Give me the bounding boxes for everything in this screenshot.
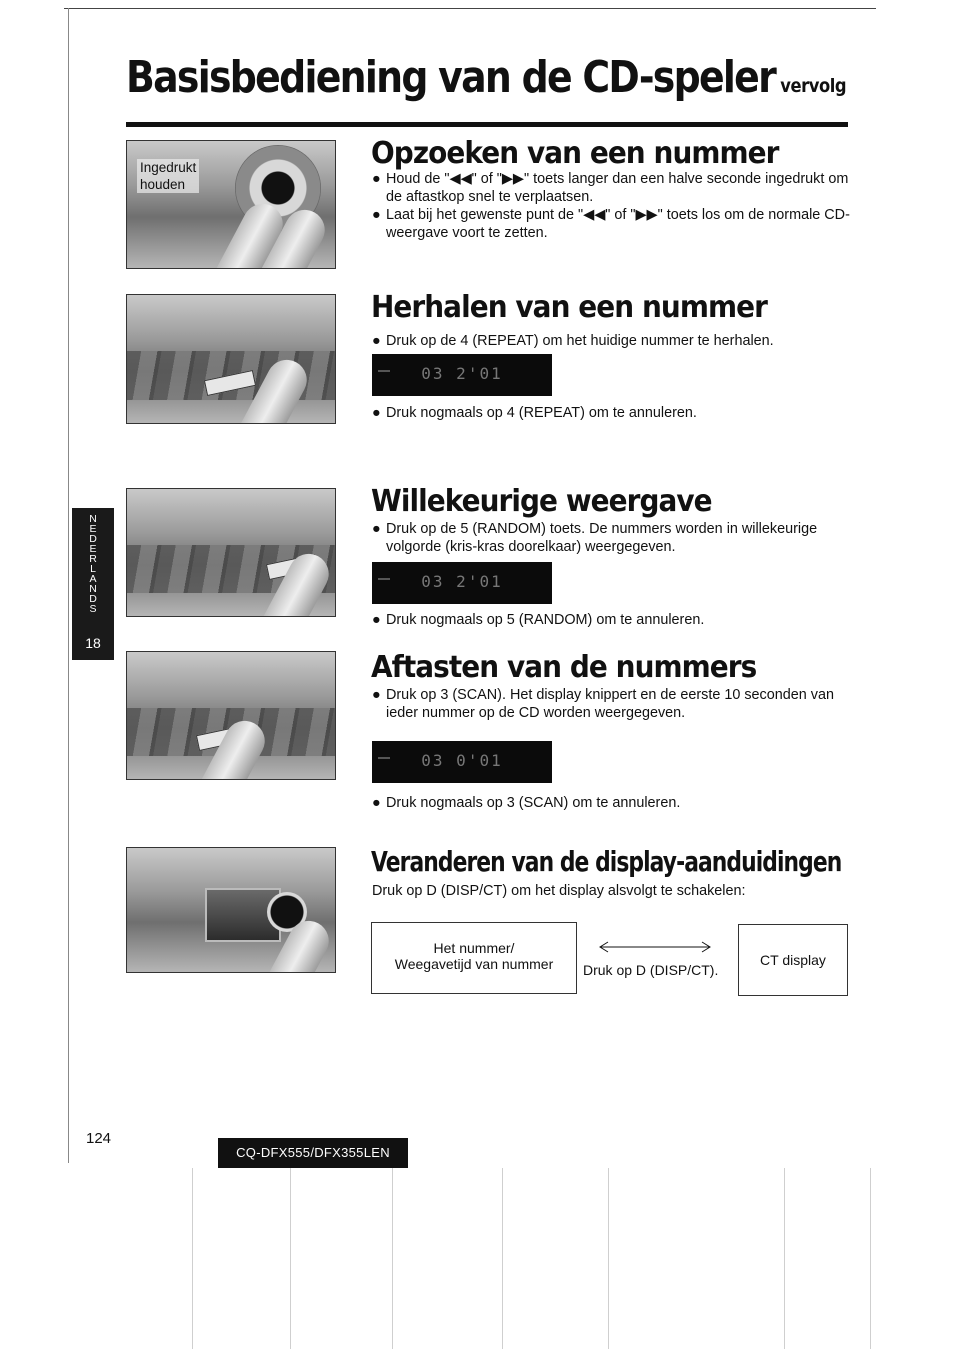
language-letter: N — [89, 513, 97, 525]
flow-box-ct — [738, 924, 848, 996]
scan-guide-line — [784, 1168, 785, 1349]
model-label: CQ-DFX555/DFX355LEN — [218, 1138, 408, 1168]
language-tab — [72, 508, 114, 660]
section-title-repeat: Herhalen van een nummer — [371, 290, 767, 325]
language-letter: R — [89, 553, 97, 565]
language-letter: N — [89, 583, 97, 595]
section-title-display: Veranderen van de display-aanduidingen — [371, 845, 842, 878]
bullet-text: Druk nogmaals op 4 (REPEAT) om te annuleren. — [386, 405, 697, 421]
lcd-readout: 03 2'01 — [421, 364, 503, 383]
scan-guide-line — [392, 1168, 393, 1349]
language-letter: S — [89, 603, 97, 615]
top-rule — [64, 8, 876, 9]
bullet-item: ● Druk op de 4 (REPEAT) om het huidige nummer te herhalen. — [372, 332, 850, 350]
scan-guide-line — [608, 1168, 609, 1349]
lcd-display — [372, 354, 552, 396]
random-photo — [126, 488, 336, 617]
intro-text: Druk op D (DISP/CT) om het display alsvolgt te schakelen: — [372, 883, 746, 899]
display-photo — [126, 847, 336, 973]
language-letter: E — [89, 523, 97, 535]
page-title — [126, 52, 846, 103]
bullet-item: ● Druk op de 5 (RANDOM) toets. De nummers worden in willekeurige volgorde (kris-kras doorelkaar) weergegeven. — [372, 520, 850, 556]
bullet-text: Laat bij het gewenste punt de "◀◀" of "▶▶" toets los om de normale CD-weergave voort te zetten. — [386, 207, 850, 241]
title-underline — [126, 122, 848, 127]
language-tab-number: 18 — [85, 635, 101, 651]
left-margin-rule — [68, 8, 69, 1163]
bullet-item: ● Druk nogmaals op 3 (SCAN) om te annuleren. — [372, 794, 850, 812]
bullet-text: Druk nogmaals op 5 (RANDOM) om te annuleren. — [386, 612, 705, 628]
scan-guide-line — [290, 1168, 291, 1349]
bullet-text: Druk nogmaals op 3 (SCAN) om te annuleren. — [386, 795, 681, 811]
bullet-item: ● Houd de "◀◀" of "▶▶" toets langer dan een halve seconde ingedrukt om de aftastkop snel te verplaatsen. — [372, 171, 849, 205]
bullet-text: Houd de "◀◀" of "▶▶" toets langer dan een halve seconde ingedrukt om de aftastkop snel te verplaatsen. — [386, 171, 849, 205]
flow-box-ct-label: CT display — [760, 952, 826, 968]
scan-guide-line — [502, 1168, 503, 1349]
language-letter: A — [89, 573, 97, 585]
flow-box-line1: Het nummer/ — [433, 940, 515, 956]
bullet-item: ● Druk nogmaals op 5 (RANDOM) om te annuleren. — [372, 611, 850, 629]
section-intro — [372, 882, 850, 900]
section-title-scan: Aftasten van de nummers — [371, 650, 757, 685]
bullet-item: ● Druk nogmaals op 4 (REPEAT) om te annuleren. — [372, 404, 850, 422]
bullet-item: ● Laat bij het gewenste punt de "◀◀" of "▶▶" toets los om de normale CD-weergave voort te zetten. — [372, 207, 850, 241]
double-arrow-icon — [598, 940, 712, 954]
bullet-text: Druk op de 5 (RANDOM) toets. De nummers worden in willekeurige volgorde (kris-kras doorelkaar) weergegeven. — [386, 521, 818, 555]
repeat-photo — [126, 294, 336, 424]
lcd-display — [372, 741, 552, 783]
photo-callout — [137, 159, 199, 193]
bullet-item: ● Druk op 3 (SCAN). Het display knippert en de eerste 10 seconden van ieder nummer op de CD worden weergegeven. — [372, 686, 850, 722]
arrow-caption: Druk op D (DISP/CT). — [583, 962, 719, 978]
section-title-search: Opzoeken van een nummer — [371, 136, 779, 171]
lcd-readout: 03 0'01 — [421, 751, 503, 770]
photo-callout-line1: Ingedrukt — [140, 160, 197, 175]
photo-callout-line2: houden — [140, 177, 186, 192]
page-title-suffix: vervolg — [780, 75, 847, 97]
language-letter: E — [89, 543, 97, 555]
flow-box-line2: Weegavetijd van nummer — [394, 956, 554, 972]
lcd-display — [372, 562, 552, 604]
language-letter: D — [89, 533, 97, 545]
scan-guide-line — [192, 1168, 193, 1349]
flow-box-track — [371, 922, 577, 994]
bullet-text: Druk op 3 (SCAN). Het display knippert en de eerste 10 seconden van ieder nummer op de CD worden weergegeven. — [386, 687, 834, 721]
search-photo — [126, 140, 336, 269]
language-letter: L — [90, 563, 96, 575]
language-letter: D — [89, 593, 97, 605]
bullet-text: Druk op de 4 (REPEAT) om het huidige nummer te herhalen. — [386, 333, 774, 349]
language-tab-letters — [72, 514, 114, 614]
page-number: 124 — [86, 1130, 112, 1147]
section-title-random: Willekeurige weergave — [371, 484, 712, 519]
scan-guide-line — [870, 1168, 871, 1349]
scan-photo — [126, 651, 336, 780]
page-title-text: Basisbediening van de CD-speler — [126, 52, 776, 103]
lcd-readout: 03 2'01 — [421, 572, 503, 591]
